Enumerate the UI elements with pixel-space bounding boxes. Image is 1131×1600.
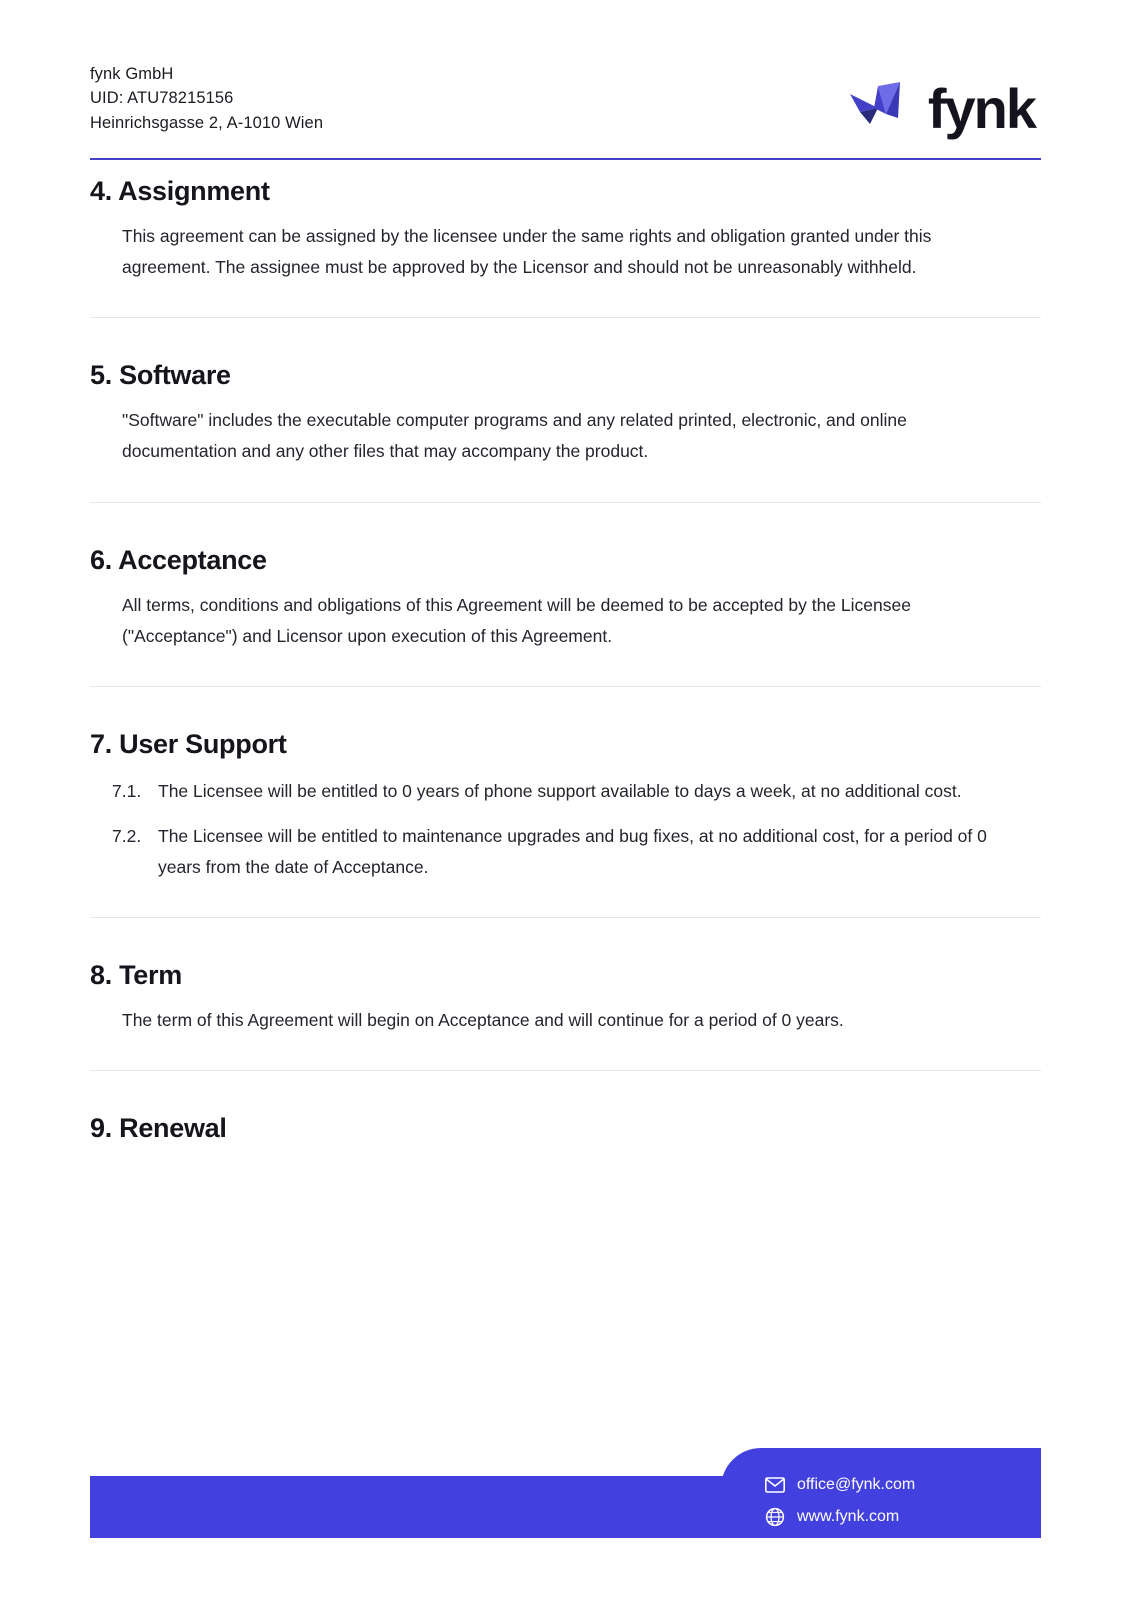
section-title: 8. Term <box>90 960 182 991</box>
list-item-text: The Licensee will be entitled to 0 years of phone support available to days a week, at no additional cost. <box>158 780 962 801</box>
section-paragraph: All terms, conditions and obligations of this Agreement will be deemed to be accepted by the Licensee ("Acceptance") and Licensor upon execution of this Agreement. <box>122 594 911 646</box>
document-header <box>90 56 1041 160</box>
envelope-icon <box>765 1475 785 1495</box>
section-paragraph: The term of this Agreement will begin on Acceptance and will continue for a period of 0 years. <box>122 1010 844 1031</box>
section-assignment <box>90 176 1041 283</box>
brand-wordmark: fynk <box>927 77 1035 140</box>
subsection-list <box>112 776 1041 883</box>
section-user-support <box>90 729 1041 883</box>
footer-contact-list <box>721 1448 1041 1538</box>
document-footer <box>90 1448 1041 1538</box>
footer-email-text: office@fynk.com <box>797 1476 916 1493</box>
section-software <box>90 360 1041 467</box>
globe-icon <box>765 1507 785 1527</box>
list-item-number: 7.2. <box>112 825 142 846</box>
list-item <box>112 776 1041 807</box>
section-title: 5. Software <box>90 360 231 391</box>
footer-email-row[interactable] <box>765 1475 1041 1495</box>
section-title: 7. User Support <box>90 728 287 759</box>
section-acceptance <box>90 545 1041 652</box>
list-item <box>112 821 1041 883</box>
list-item-number: 7.1. <box>112 780 142 801</box>
company-address: Heinrichsgasse 2, A-1010 Wien <box>90 113 324 132</box>
section-title: 9. Renewal <box>90 1113 227 1144</box>
footer-website-row[interactable] <box>765 1507 1041 1527</box>
company-name: fynk GmbH <box>90 65 174 83</box>
section-term <box>90 960 1041 1036</box>
section-renewal <box>90 1113 1041 1144</box>
fynk-bird-logo-icon <box>848 78 914 140</box>
section-paragraph: This agreement can be assigned by the licensee under the same rights and obligation granted under this agreement. The assignee must be approved by the Licensor and should not be unreasonably withheld. <box>122 226 932 278</box>
company-info <box>90 56 323 135</box>
document-body <box>90 176 1041 1144</box>
section-title: 6. Acceptance <box>90 544 267 575</box>
brand-logo <box>848 56 1041 140</box>
list-item-text: The Licensee will be entitled to maintenance upgrades and bug fixes, at no additional cost, for a period of 0 years from the date of Acceptance. <box>158 825 987 878</box>
section-paragraph: "Software" includes the executable computer programs and any related printed, electronic, and online documentation and any other files that may accompany the product. <box>122 410 907 462</box>
footer-website-text: www.fynk.com <box>797 1508 900 1525</box>
section-title: 4. Assignment <box>90 176 270 206</box>
company-uid: UID: ATU78215156 <box>90 89 234 108</box>
header-divider <box>90 158 1041 160</box>
